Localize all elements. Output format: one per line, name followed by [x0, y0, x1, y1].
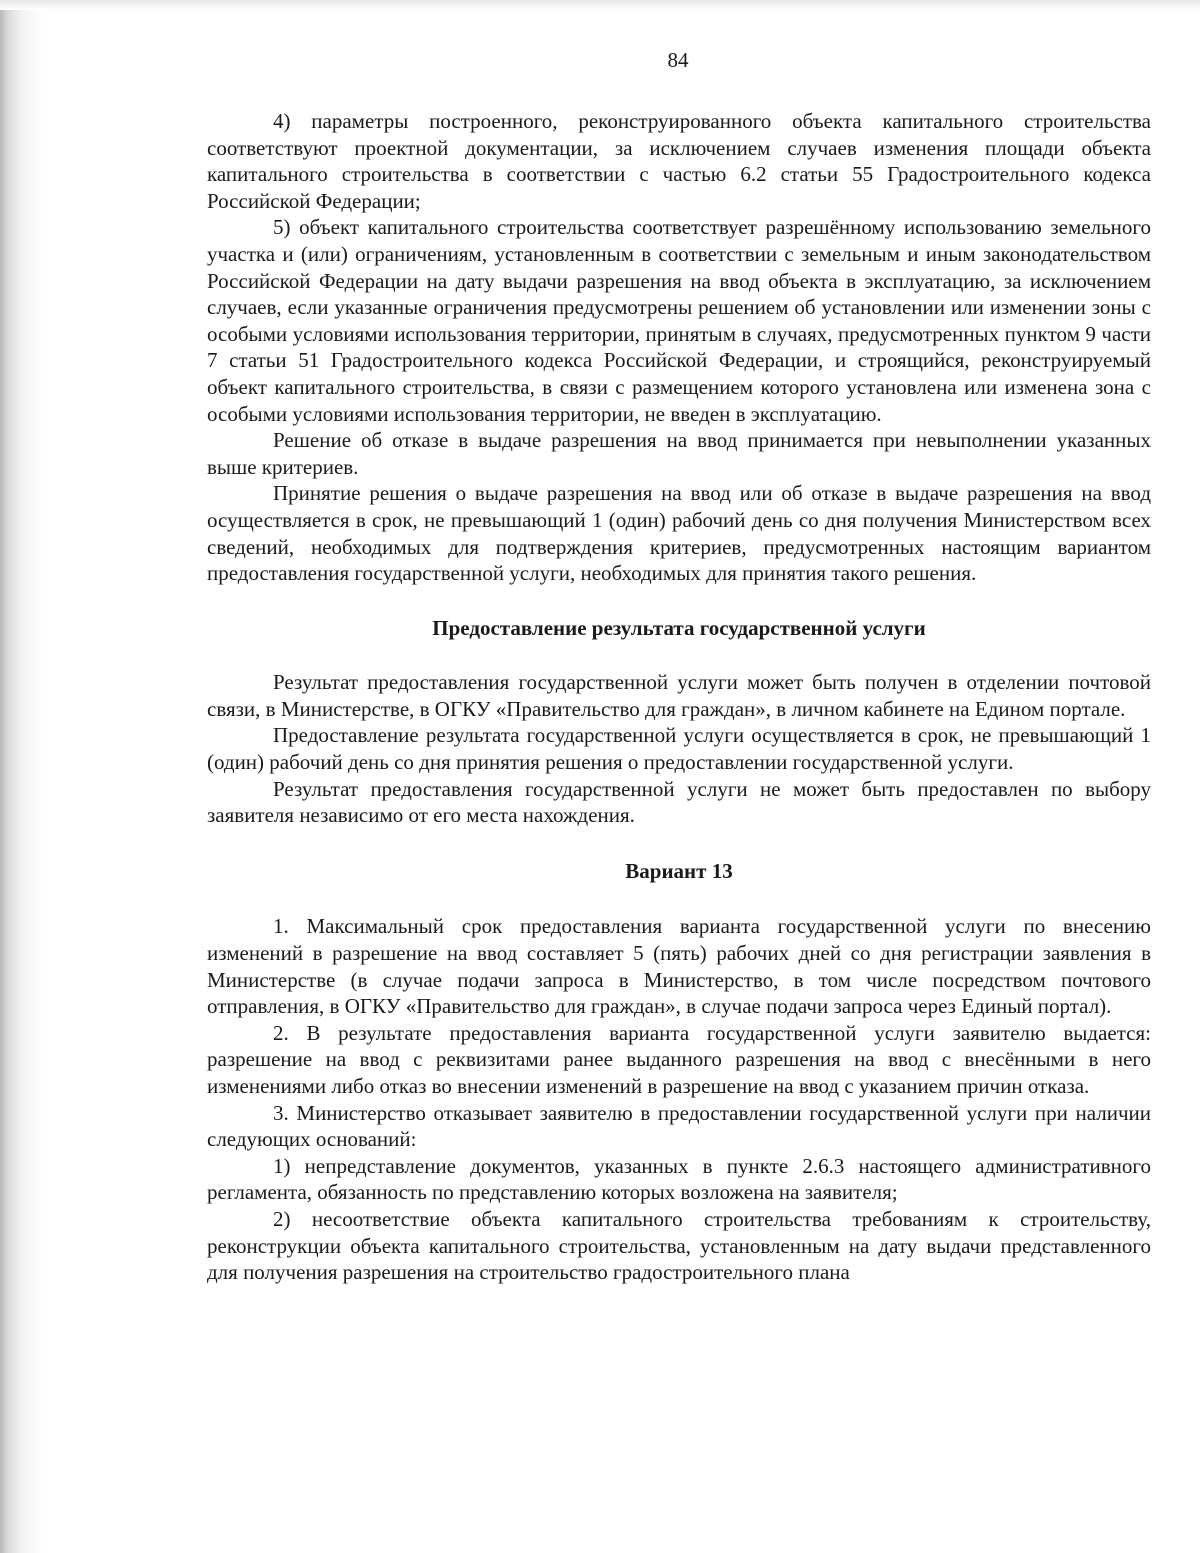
paragraph-variant-max-term: 1. Максимальный срок предоставления варианта государственной услуги по внесению изменений в разрешение на ввод составляет 5 (пять) рабочих дней со дня регистрации заявления в Министерстве (в случае подачи запроса в Министерство, в том числе посредством почтового отправления, в ОГКУ «Правительство для граждан», в случае подачи запроса через Единый портал). — [207, 914, 1151, 1019]
paragraph-refusal-decision: Решение об отказе в выдаче разрешения на ввод принимается при невыполнении указанных выше критериев. — [207, 428, 1151, 479]
document-body — [207, 108, 1151, 1286]
paragraph-item-5-land-use: 5) объект капитального строительства соответствует разрешённому использованию земельного участка и (или) ограничениям, установленным в соответствии с земельным и иным законодательством Российской Федерации на дату выдачи разрешения на ввод объекта в эксплуатацию, за исключением случаев, если указанные ограничения предусмотрены решением об установлении или изменении зоны с особыми условиями использования территории, принятым в случаях, предусмотренных пунктом 9 части 7 статьи 51 Градостроительного кодекса Российской Федерации, и строящийся, реконструируемый объект капитального строительства, в связи с размещением которого установлена или изменена зона с особыми условиями использования территории, не введен в эксплуатацию. — [207, 215, 1151, 426]
paragraph-item-4-parameters: 4) параметры построенного, реконструированного объекта капитального строительства соответствуют проектной документации, за исключением случаев изменения площади объекта капитального строительства в соответствии с частью 6.2 статьи 55 Градостроительного кодекса Российской Федерации; — [207, 109, 1151, 213]
paragraph-result-channels: Результат предоставления государственной услуги может быть получен в отделении почтовой связи, в Министерстве, в ОГКУ «Правительство для граждан», в личном кабинете на Едином портале. — [207, 670, 1151, 721]
paragraph-variant-result: 2. В результате предоставления варианта государственной услуги заявителю выдается: разрешение на ввод с реквизитами ранее выданного разрешения на ввод с внесёнными в него изменениями либо отказ во внесении изменений в разрешение на ввод с указанием причин отказа. — [207, 1020, 1151, 1098]
paragraph-refusal-grounds: 3. Министерство отказывает заявителю в предоставлении государственной услуги при наличии следующих оснований: — [207, 1100, 1151, 1152]
scan-shadow-left — [0, 0, 44, 1553]
page-number: 84 — [667, 48, 689, 72]
section-heading-result: Предоставление результата государственной услуги — [432, 615, 926, 640]
paragraph-ground-2: 2) несоответствие объекта капитального строительства требованиям к строительству, реконструкции объекта капитального строительства, установленным на дату выдачи представленного для получения разрешения на строительство градостроительного плана — [207, 1206, 1151, 1285]
paragraph-ground-1: 1) непредставление документов, указанных в пункте 2.6.3 настоящего административного регламента, обязанность по представлению которых возложена на заявителя; — [207, 1153, 1151, 1205]
paragraph-result-term: Предоставление результата государственной услуги осуществляется в срок, не превышающий 1 (один) рабочий день со дня принятия решения о предоставлении государственной услуги. — [207, 723, 1151, 775]
paragraph-result-location: Результат предоставления государственной услуги не может быть предоставлен по выбору заявителя независимо от его места нахождения. — [207, 776, 1151, 828]
paragraph-decision-term: Принятие решения о выдаче разрешения на ввод или об отказе в выдаче разрешения на ввод осуществляется в срок, не превышающий 1 (один) рабочий день со дня получения Министерством всех сведений, необходимых для подтверждения критериев, предусмотренных настоящим вариантом предоставления государственной услуги, необходимых для принятия такого решения. — [207, 481, 1151, 586]
section-heading-variant-13: Вариант 13 — [625, 858, 733, 883]
scan-shadow-top — [0, 0, 1200, 10]
